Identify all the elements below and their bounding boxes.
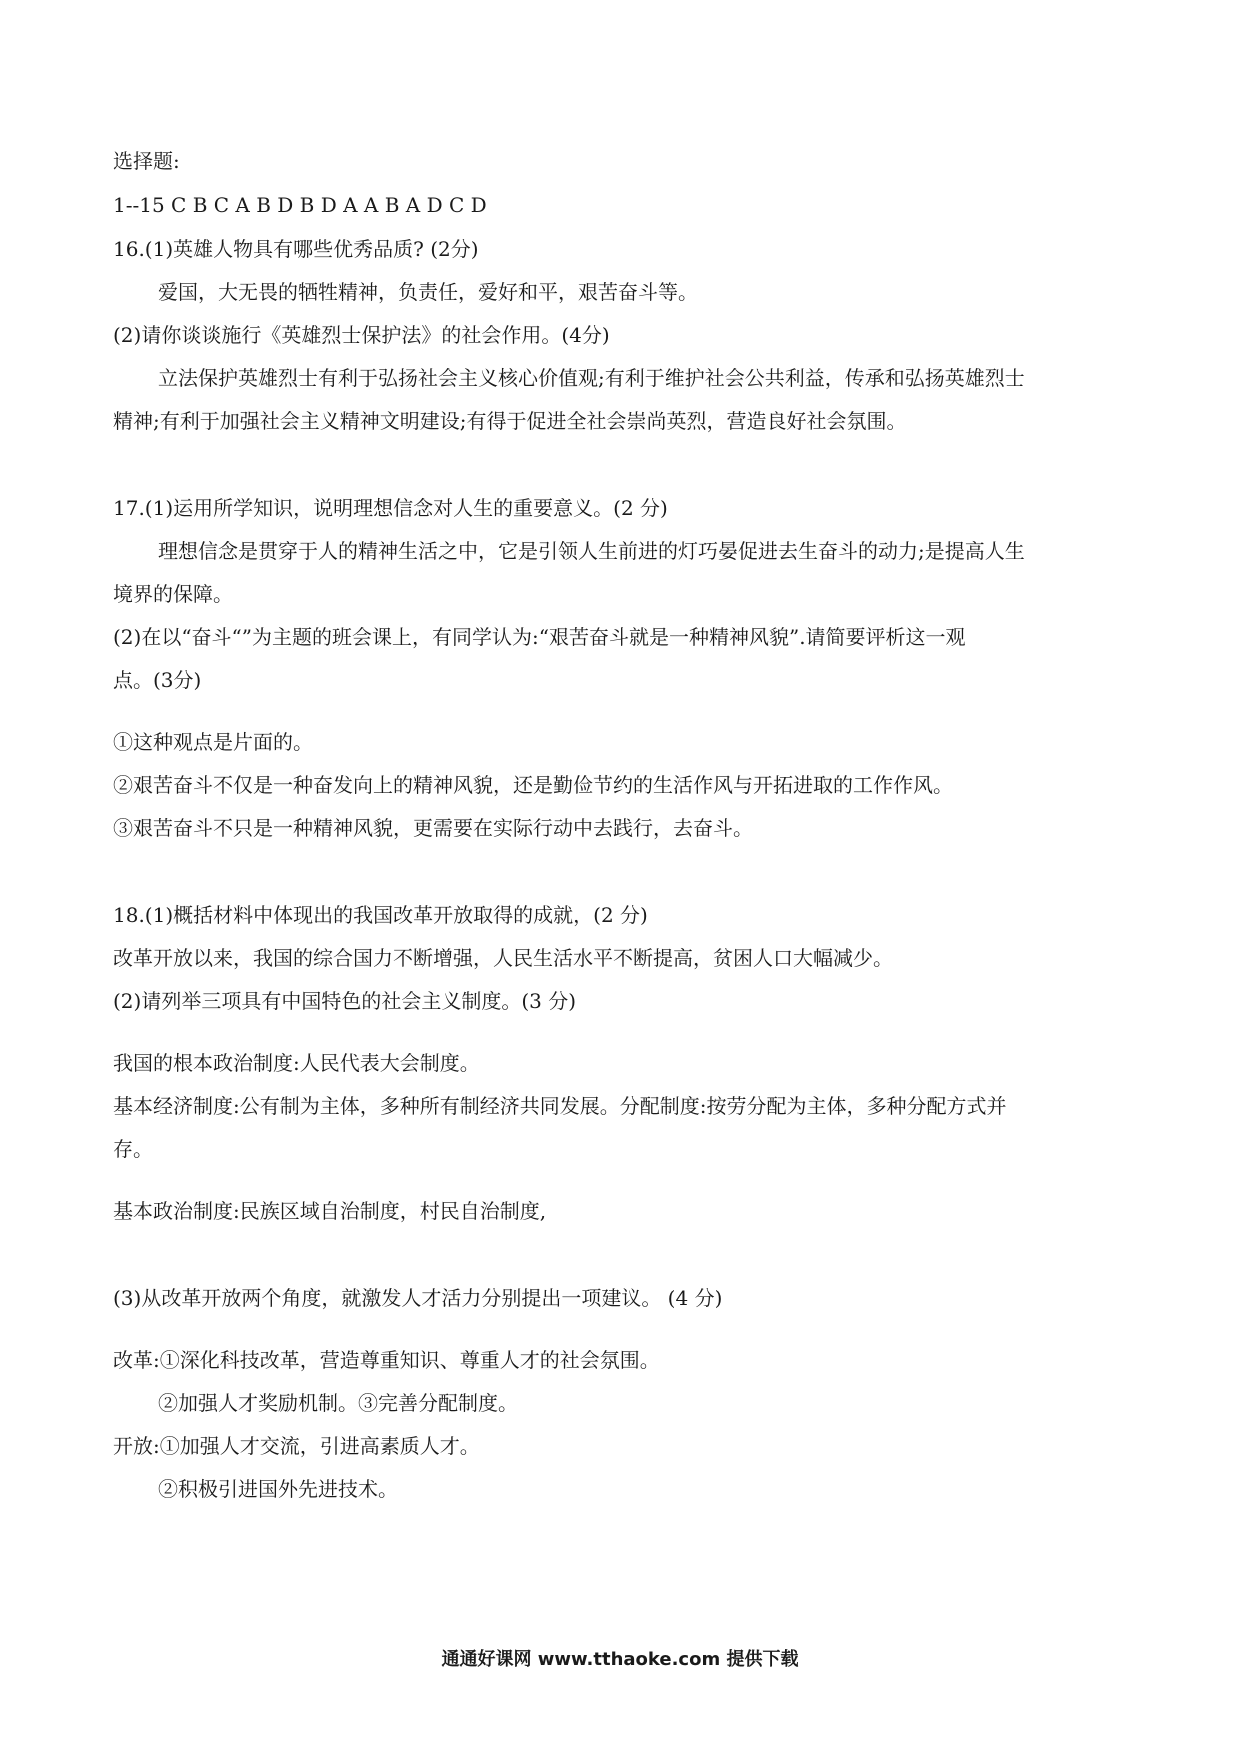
q18-reform-line2: ②加强人才奖励机制。③完善分配制度。 bbox=[158, 1391, 518, 1415]
q16-part1-question: 16.(1)英雄人物具有哪些优秀品质? (2分) bbox=[113, 237, 479, 261]
q18-system2-line2: 存。 bbox=[113, 1137, 153, 1161]
q18-part1-question: 18.(1)概括材料中体现出的我国改革开放取得的成就，(2 分) bbox=[113, 903, 648, 927]
q16-part2-answer-line2: 精神;有利于加强社会主义精神文明建设;有得于促进全社会崇尚英烈，营造良好社会氛围。 bbox=[113, 409, 907, 433]
q18-system3: 基本政治制度:民族区域自治制度，村民自治制度, bbox=[113, 1199, 547, 1223]
q17-part1-answer-line2: 境界的保障。 bbox=[113, 582, 233, 606]
q18-reform-line1: 改革:①深化科技改革，营造尊重知识、尊重人才的社会氛围。 bbox=[113, 1348, 660, 1372]
q17-point3: ③艰苦奋斗不只是一种精神风貌，更需要在实际行动中去践行，去奋斗。 bbox=[113, 816, 753, 840]
q18-system1: 我国的根本政治制度:人民代表大会制度。 bbox=[113, 1051, 480, 1075]
q18-system2-line1: 基本经济制度:公有制为主体，多种所有制经济共同发展。分配制度:按劳分配为主体，多种分配方式并 bbox=[113, 1094, 1007, 1118]
q18-open-line2: ②积极引进国外先进技术。 bbox=[158, 1477, 398, 1501]
footer-download-note: 通通好课网 www.tthaoke.com 提供下载 bbox=[441, 1649, 799, 1670]
q16-part2-question: (2)请你谈谈施行《英雄烈士保护法》的社会作用。(4分) bbox=[113, 323, 610, 347]
section-title: 选择题: bbox=[113, 149, 180, 173]
q17-point2: ②艰苦奋斗不仅是一种奋发向上的精神风貌，还是勤俭节约的生活作风与开拓进取的工作作风。 bbox=[113, 773, 953, 797]
q16-part2-answer-line1: 立法保护英雄烈士有利于弘扬社会主义核心价值观;有利于维护社会公共利益，传承和弘扬英雄烈士 bbox=[158, 366, 1025, 390]
q17-part1-question: 17.(1)运用所学知识，说明理想信念对人生的重要意义。(2 分) bbox=[113, 496, 668, 520]
q17-part2-question-line2: 点。(3分) bbox=[113, 668, 202, 692]
q18-part2-question: (2)请列举三项具有中国特色的社会主义制度。(3 分) bbox=[113, 989, 577, 1013]
q17-point1: ①这种观点是片面的。 bbox=[113, 730, 313, 754]
mc-answers: 1--15 C B C A B D B D A A B A D C D bbox=[113, 193, 487, 217]
q18-part1-answer: 改革开放以来，我国的综合国力不断增强，人民生活水平不断提高，贫困人口大幅减少。 bbox=[113, 946, 893, 970]
q16-part1-answer: 爱国，大无畏的牺牲精神，负责任，爱好和平，艰苦奋斗等。 bbox=[158, 280, 698, 304]
q18-part3-question: (3)从改革开放两个角度，就激发人才活力分别提出一项建议。 (4 分) bbox=[113, 1286, 723, 1310]
q18-open-line1: 开放:①加强人才交流，引进高素质人才。 bbox=[113, 1434, 480, 1458]
q17-part2-question-line1: (2)在以“奋斗“”为主题的班会课上，有同学认为:“艰苦奋斗就是一种精神风貌”.请简要评析这一观 bbox=[113, 625, 966, 649]
q17-part1-answer-line1: 理想信念是贯穿于人的精神生活之中，它是引领人生前进的灯巧晏促进去生奋斗的动力;是提高人生 bbox=[158, 539, 1025, 563]
